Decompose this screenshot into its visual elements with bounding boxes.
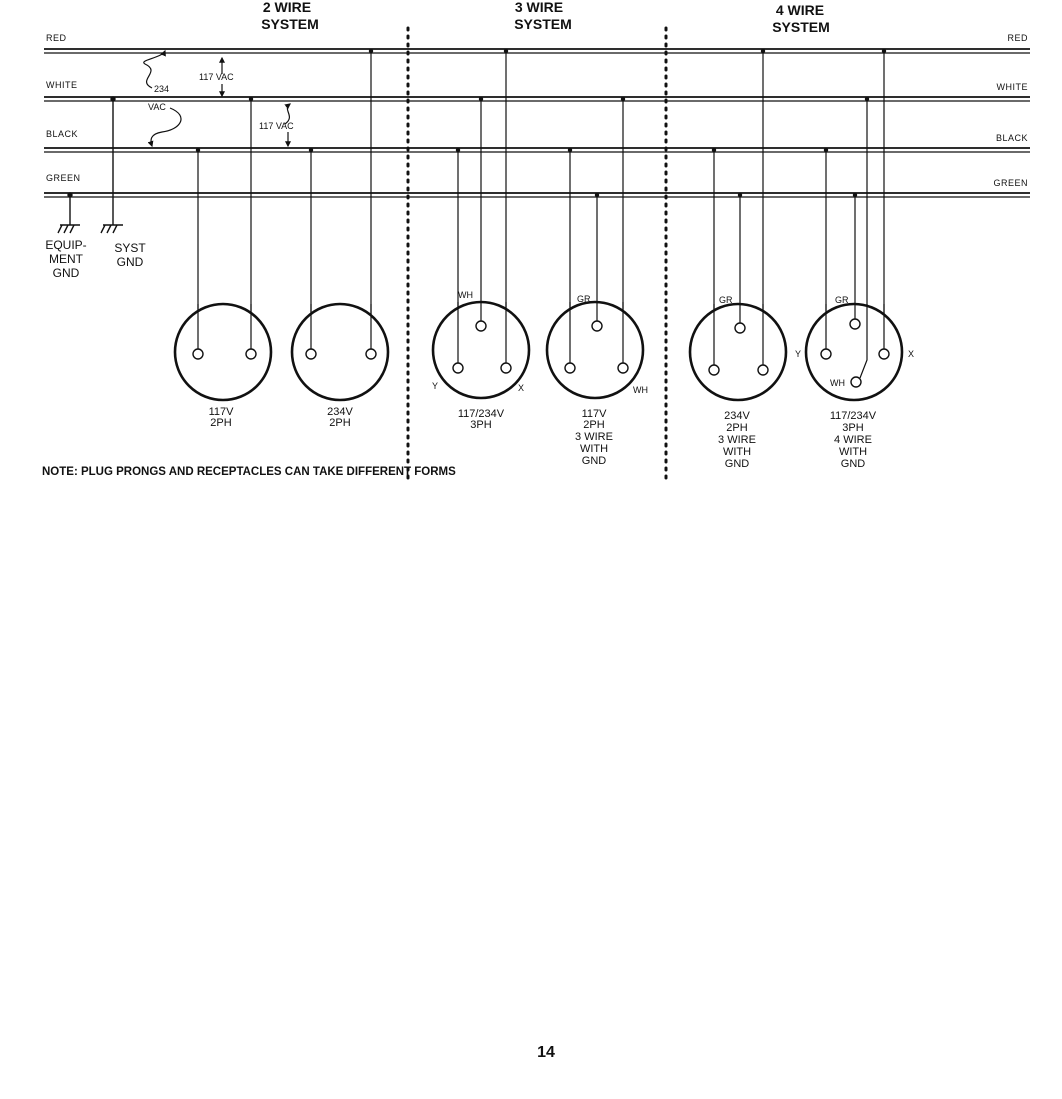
caption-line: 2PH [210,417,232,429]
caption-line: 117/234V [829,410,877,422]
bus-black [44,129,1030,152]
junction-dots [196,49,886,197]
pin-label-x-6: X [908,349,915,359]
receptacle-117v-3wire [547,302,643,398]
bus-white [44,80,1030,101]
bus-label-green-right: GREEN [993,178,1028,188]
pin-label-y-6: Y [795,349,802,359]
system-ground [101,97,123,233]
caption-line: 2PH [583,419,605,431]
caption-line: WITH [579,443,609,455]
bus-label-black-right: BLACK [995,133,1028,143]
receptacle-117-234v-4wire [806,304,902,400]
caption-line: 117V [581,408,607,420]
caption-line: 4 WIRE [834,434,872,446]
receptacle-117v-2ph [175,304,271,400]
pin-label-wh-3: WH [458,290,473,300]
label-gnd-syst: GND [116,255,144,269]
caption-line: WITH [838,446,868,458]
system-title-3-wire [514,0,572,32]
pin-label-gr-4: GR [577,294,591,304]
receptacle-234v-2ph [292,304,388,400]
caption-line: 2PH [726,422,748,434]
arrow-vac-black [151,108,181,146]
caption-receptacle-5 [718,410,756,470]
bus-label-red-right: RED [1007,33,1028,43]
label-vac: VAC [148,102,166,112]
caption-receptacle-6 [830,410,877,470]
label-gnd-equip: GND [52,266,80,280]
label-117-vac-upper: 117 VAC [199,72,234,82]
caption-line: GND [581,455,607,467]
title-line: 3 WIRE [514,0,564,15]
bus-label-red-left: RED [46,33,67,43]
pin-label-wh-6: WH [830,378,845,388]
caption-receptacle-1 [209,406,235,429]
caption-line: 2PH [329,417,351,429]
caption-line: 234V [327,406,353,418]
pin-label-gr-6: GR [835,295,849,305]
title-line: SYSTEM [772,19,830,35]
pin-label-y-3: Y [432,381,439,391]
system-title-4-wire [772,2,830,35]
caption-receptacle-4 [575,408,613,467]
pin-label-gr-5: GR [719,295,733,305]
caption-line: 117V [208,406,234,418]
title-line: 2 WIRE [262,0,312,15]
bus-label-white-left: WHITE [46,80,78,90]
label-234: 234 [154,84,170,94]
label-syst: SYST [114,241,146,255]
caption-receptacle-2 [327,406,353,429]
receptacle-234v-3wire [690,304,786,400]
page-number: 14 [537,1044,555,1061]
caption-line: GND [724,458,750,470]
equipment-ground [58,193,80,233]
caption-line: 3 WIRE [718,434,756,446]
note-text: NOTE: PLUG PRONGS AND RECEPTACLES CAN TAKE DIFFERENT FORMS [42,466,456,478]
title-line: SYSTEM [261,16,319,32]
label-equip: EQUIP- [45,238,87,252]
caption-line: 3 WIRE [575,431,613,443]
pin-label-x-3: X [518,383,525,393]
caption-line: 3PH [470,419,492,431]
bus-label-black-left: BLACK [46,129,79,139]
caption-line: GND [840,458,866,470]
caption-line: 3PH [842,422,864,434]
caption-line: 234V [724,410,750,422]
bus-green [44,173,1030,197]
label-117-vac-lower: 117 VAC [259,121,294,131]
title-line: 4 WIRE [775,2,825,18]
system-title-2-wire [261,0,319,32]
caption-line: 117/234V [457,408,505,420]
bus-label-green-left: GREEN [46,173,81,183]
caption-receptacle-3 [458,408,505,431]
label-ment: MENT [49,252,83,266]
caption-line: WITH [722,446,752,458]
voltage-annotations [144,51,290,146]
arrow-234-red [144,51,165,88]
title-line: SYSTEM [514,16,572,32]
pin-label-wh-4: WH [633,385,648,395]
bus-label-white-right: WHITE [996,82,1028,92]
